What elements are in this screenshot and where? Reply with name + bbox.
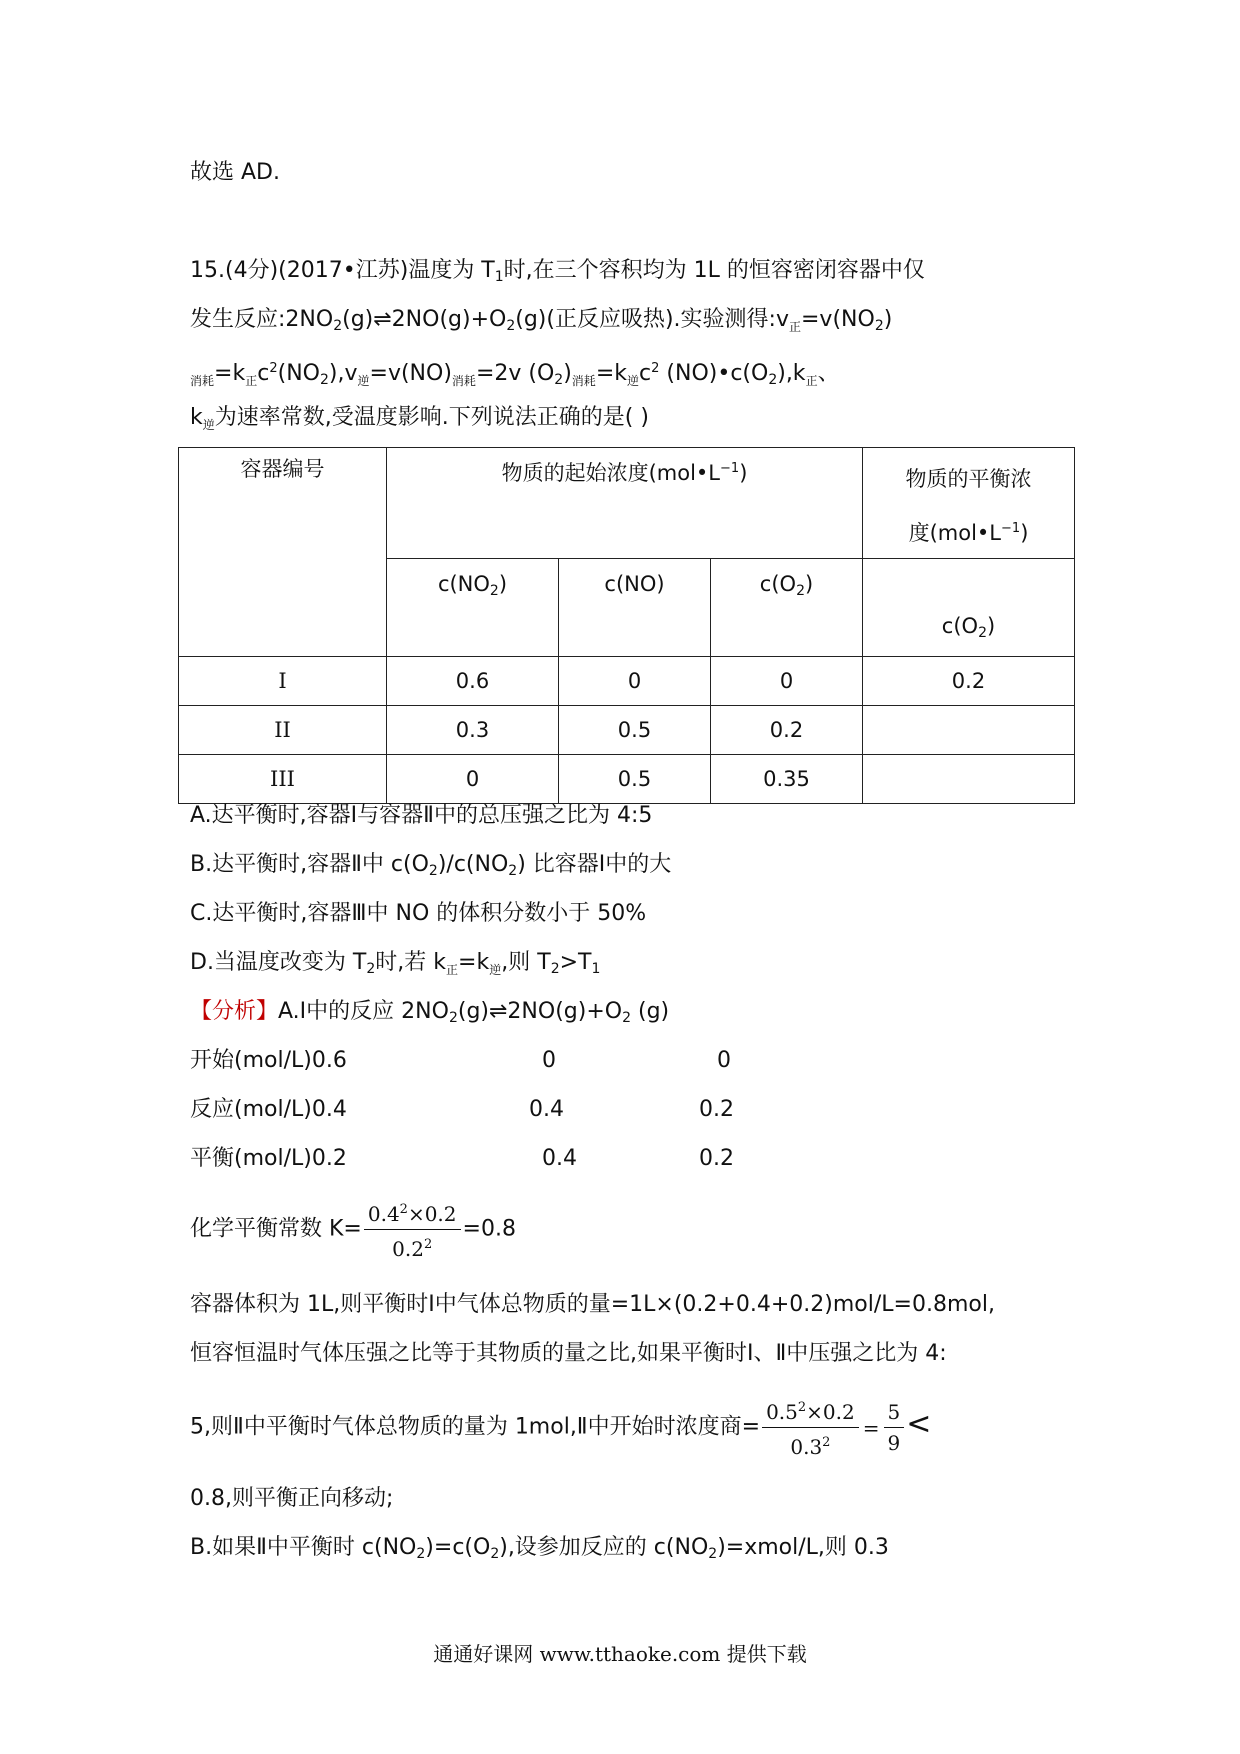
concentration-table [178,447,1075,804]
option-d: D.当温度改变为 $T_2$时,若 $k_正=k_逆$,则 $T_2>T_1$ [190,950,601,977]
answer-line: 故选 AD. [190,160,280,185]
cell-eq-o2: 0.2 [863,657,1075,706]
table-row [179,706,1075,755]
question-source: (2017•江苏) [278,258,409,283]
cell-no: 0.5 [559,706,711,755]
concentration-quotient: 5,则Ⅱ中平衡时气体总物质的量为 1mol,Ⅱ中开始时浓度商= $\frac{0.5^2\times 0.2}{0.3^2}$ = $\frac{5}{9}$ < [190,1394,931,1461]
subheader-c-no: c(NO) [559,559,711,657]
cell-no: 0 [559,657,711,706]
header-container-number: 容器编号 [179,448,387,657]
row-id: II [179,706,387,755]
equilibrium-constant: 化学平衡常数 K= $\frac{0.4^2\times 0.2}{0.2^2}$ =0.8 [190,1196,516,1263]
cell-eq-o2 [863,755,1075,804]
question-line-1: 15.(4分)(2017•江苏)温度为 $T_1$时,在三个容积均为 1L 的恒容密闭容器中仅 [190,258,925,285]
option-a: A.达平衡时,容器Ⅰ与容器Ⅱ中的总压强之比为 4:5 [190,803,653,828]
ice-value: 0.2 [699,1146,734,1171]
question-number: 15. [190,258,225,283]
header-initial-concentration: 物质的起始浓度$(mol•L^{-1})$ [387,448,863,559]
cell-eq-o2 [863,706,1075,755]
question-line-3: $_{消耗}=k_正c^2(NO_2),v_逆=v(NO)_{消耗}=2v$ $(O_2)_{消耗}=k_逆c^2$ $(NO)•c(O_2),k_正$、 [190,361,840,388]
table-row [179,657,1075,706]
ice-value: 0 [717,1048,731,1073]
row-id: I [179,657,387,706]
cell-o2: 0.35 [711,755,863,804]
cell-no2: 0.6 [387,657,559,706]
ice-row: 开始(mol/L)0.6 [190,1048,347,1073]
subheader-eq-c-o2: $c(O_2)$ [863,559,1075,657]
table-row [179,755,1075,804]
page-footer: 通通好课网 www.tthaoke.com 提供下载 [433,1642,807,1666]
cell-no2: 0.3 [387,706,559,755]
ice-value: 0.4 [529,1097,564,1122]
analysis-label: 【分析】 [190,999,279,1024]
question-line-4: $k_逆$为速率常数,受温度影响.下列说法正确的是( ) [190,405,649,432]
question-line-2: 发生反应$:2NO_2(g)\rightleftharpoons 2NO(g)+O_2(g)$(正反应吸热).实验测得$:v_正=v(NO_2)$ [190,307,893,334]
analysis-line-1: 【分析】A.Ⅰ中的反应 $2NO_2(g)\rightleftharpoons 2NO(g)+O_2$ (g) [190,999,670,1026]
analysis-paragraph: 容器体积为 1L,则平衡时Ⅰ中气体总物质的量=1L×(0.2+0.4+0.2)mol/L=0.8mol, [190,1292,995,1317]
subheader-c-no2: $c(NO_2)$ [387,559,559,657]
ice-value: 0.4 [542,1146,577,1171]
ice-value: 0.2 [699,1097,734,1122]
ice-row: 平衡(mol/L)0.2 [190,1146,347,1171]
cell-o2: 0 [711,657,863,706]
subheader-c-o2: $c(O_2)$ [711,559,863,657]
header-equilibrium-concentration: 物质的平衡浓 度$(mol•L^{-1})$ [863,448,1075,559]
question-score: (4分) [225,258,279,283]
option-b: B.达平衡时,容器Ⅱ中 $c(O_2)/c(NO_2)$ 比容器Ⅰ中的大 [190,852,672,879]
analysis-paragraph: B.如果Ⅱ中平衡时 $c(NO_2)=c(O_2)$,设参加反应的 $c(NO_2)=xmol/L$,则 0.3 [190,1535,889,1562]
cell-o2: 0.2 [711,706,863,755]
analysis-paragraph: 0.8,则平衡正向移动; [190,1486,394,1511]
ice-row: 反应(mol/L)0.4 [190,1097,347,1122]
q-fraction: $\frac{0.5^2\times 0.2}{0.3^2}$ [762,1394,859,1461]
analysis-paragraph: 恒容恒温时气体压强之比等于其物质的量之比,如果平衡时Ⅰ、Ⅱ中压强之比为 4: [190,1341,947,1366]
cell-no2: 0 [387,755,559,804]
q-result-fraction: $\frac{5}{9}$ [884,1398,905,1457]
question-stem: 温度为 T [408,258,495,283]
row-id: III [179,755,387,804]
cell-no: 0.5 [559,755,711,804]
k-fraction: $\frac{0.4^2\times 0.2}{0.2^2}$ [364,1196,461,1263]
option-c: C.达平衡时,容器Ⅲ中 NO 的体积分数小于 50% [190,901,647,926]
ice-value: 0 [542,1048,556,1073]
